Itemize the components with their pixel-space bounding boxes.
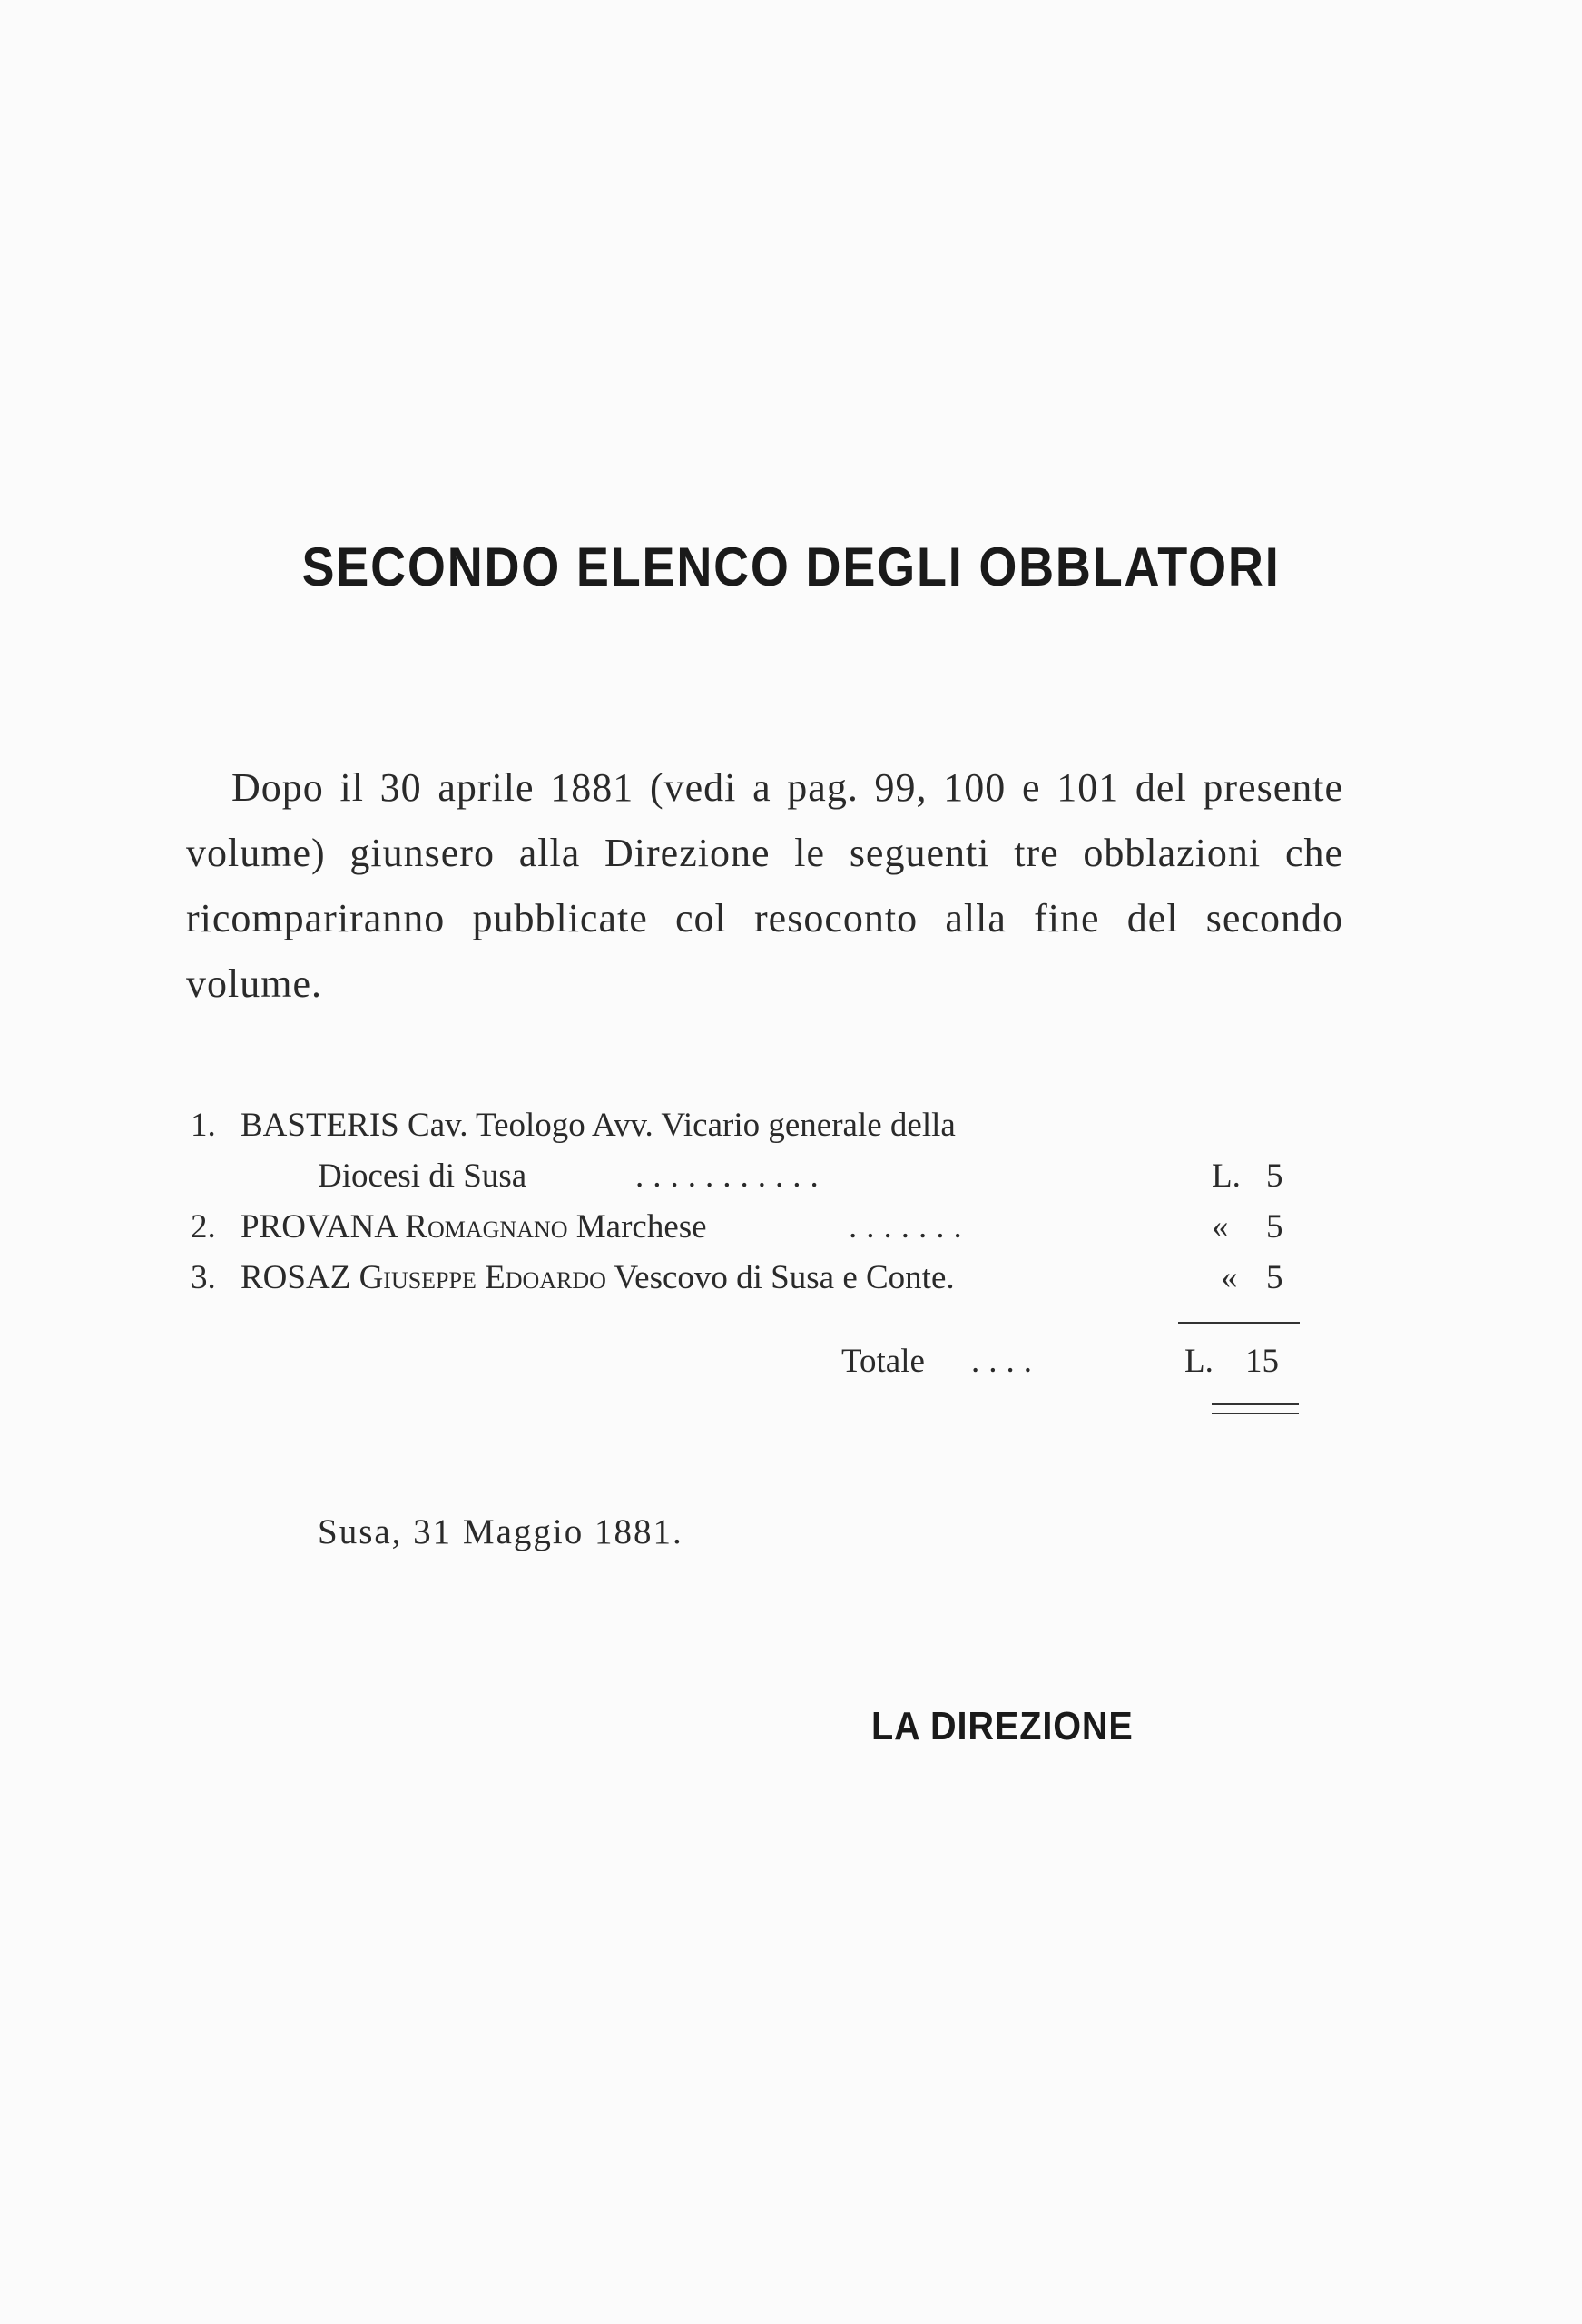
donor-detail: Diocesi di Susa xyxy=(318,1157,527,1195)
total-currency: L. xyxy=(1184,1343,1214,1380)
amount-value: 5 xyxy=(1266,1208,1283,1246)
donor-title: Vescovo di Susa e Conte. xyxy=(614,1259,955,1296)
leader-dots: ........... xyxy=(635,1157,828,1195)
leader-dots: .... xyxy=(971,1343,1041,1380)
double-rule-bottom xyxy=(1212,1413,1299,1414)
total-value: 15 xyxy=(1245,1343,1279,1380)
donor-title: Cav. Teologo Avv. Vicario generale della xyxy=(408,1107,956,1144)
signature: LA DIREZIONE xyxy=(871,1704,1134,1748)
entry-line xyxy=(241,1106,956,1145)
amount-value: 5 xyxy=(1266,1259,1283,1296)
list-item xyxy=(191,1258,1307,1305)
entry-number: 1. xyxy=(191,1107,216,1144)
total-row xyxy=(0,1342,1582,1389)
entry-line xyxy=(241,1207,707,1246)
leader-dots: ....... xyxy=(849,1208,971,1246)
donor-name: PROVANA xyxy=(241,1208,398,1246)
amount-value: 5 xyxy=(1266,1157,1283,1195)
page-title: SECONDO ELENCO DEGLI OBBLATORI xyxy=(301,537,1281,597)
double-rule-top xyxy=(1212,1403,1299,1405)
list-item xyxy=(191,1106,1307,1153)
amount-currency: « xyxy=(1212,1208,1229,1246)
entry-number: 2. xyxy=(191,1208,216,1246)
amount-currency: L. xyxy=(1212,1157,1241,1195)
donor-name: ROSAZ xyxy=(241,1259,351,1296)
total-label: Totale xyxy=(841,1343,925,1380)
entry-line xyxy=(241,1258,955,1297)
amount-currency: « xyxy=(1221,1259,1238,1296)
intro-paragraph: Dopo il 30 aprile 1881 (vedi a pag. 99, 100 e 101 del presente volume) giunsero alla Direzione le seguenti tre obblazioni che ricompariranno pubblicate col resoconto alla fine del secondo volume. xyxy=(186,765,1343,1006)
list-item xyxy=(191,1207,1307,1255)
sum-rule xyxy=(1178,1322,1300,1324)
donor-given-name: Romagnano xyxy=(405,1208,568,1246)
donor-title: Marchese xyxy=(575,1208,707,1246)
donor-given-name: Giuseppe Edoardo xyxy=(359,1259,606,1296)
donor-name: BASTERIS xyxy=(241,1107,399,1144)
dateline: Susa, 31 Maggio 1881. xyxy=(318,1512,683,1551)
list-item-continuation xyxy=(191,1157,1307,1204)
entry-number: 3. xyxy=(191,1259,216,1296)
